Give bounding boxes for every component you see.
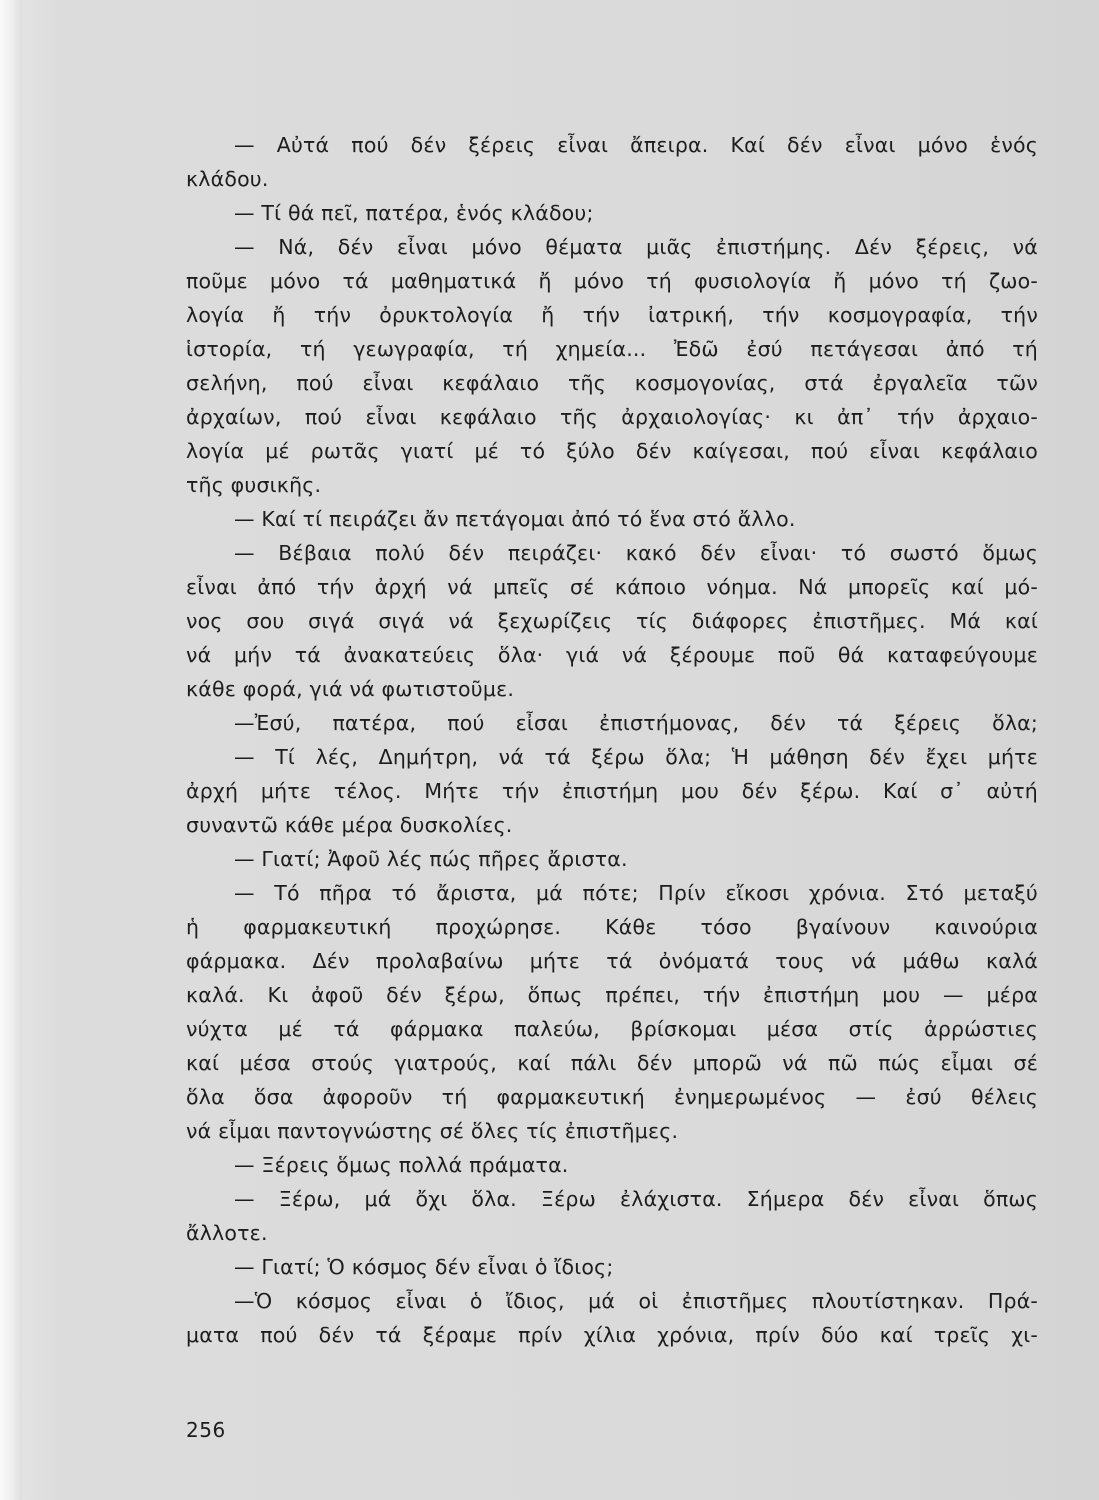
text-line: λογία ἤ τήν ὀρυκτολογία ἤ τήν ἰατρική, τήν κοσμογραφία, τήν <box>186 303 1038 327</box>
text-line: νά εἶμαι παντογνώστης σέ ὅλες τίς ἐπιστῆμες. <box>186 1119 679 1143</box>
text-line: νά μήν τά ἀνακατεύεις ὅλα· γιά νά ξέρουμε ποῦ θά καταφεύγουμε <box>186 643 1038 667</box>
text-line: — Τί θά πεῖ, πατέρα, ἑνός κλάδου; <box>234 201 594 225</box>
text-line: τῆς φυσικῆς. <box>186 473 322 497</box>
text-line: ποῦμε μόνο τά μαθηματικά ἤ μόνο τή φυσιολογία ἤ μόνο τή ζωο- <box>186 269 1038 293</box>
text-line: σελήνη, πού εἶναι κεφάλαιο τῆς κοσμογονίας, στά ἐργαλεῖα τῶν <box>186 371 1038 395</box>
page-binding-edge <box>0 0 22 1500</box>
text-line: ἱστορία, τή γεωγραφία, τή χημεία... Ἐδῶ ἐσύ πετάγεσαι ἀπό τή <box>186 337 1038 361</box>
text-line: συναντῶ κάθε μέρα δυσκολίες. <box>186 813 513 837</box>
page-number: 256 <box>186 1418 226 1442</box>
text-line: καλά. Κι ἀφοῦ δέν ξέρω, ὅπως πρέπει, τήν ἐπιστήμη μου — μέρα <box>186 983 1038 1007</box>
text-line: — Τί λές, Δημήτρη, νά τά ξέρω ὅλα; Ἡ μάθηση δέν ἔχει μήτε <box>234 745 1038 769</box>
body-text <box>186 128 1038 1352</box>
text-line: φάρμακα. Δέν προλαβαίνω μήτε τά ὀνόματά τους νά μάθω καλά <box>186 949 1038 973</box>
text-line: — Γιατί; Ἀφοῦ λές πώς πῆρες ἄριστα. <box>234 847 628 871</box>
text-line: κλάδου. <box>186 167 269 191</box>
text-line: κάθε φορά, γιά νά φωτιστοῦμε. <box>186 677 515 701</box>
text-line: —Ὁ κόσμος εἶναι ὁ ἴδιος, μά οἱ ἐπιστῆμες πλουτίστηκαν. Πρά- <box>234 1289 1038 1313</box>
text-line: εἶναι ἀπό τήν ἀρχή νά μπεῖς σέ κάποιο νόημα. Νά μπορεῖς καί μό- <box>186 575 1038 599</box>
text-line: καί μέσα στούς γιατρούς, καί πάλι δέν μπορῶ νά πῶ πώς εἶμαι σέ <box>186 1051 1038 1075</box>
text-line: — Βέβαια πολύ δέν πειράζει· κακό δέν εἶναι· τό σωστό ὅμως <box>234 541 1038 565</box>
text-line: ματα πού δέν τά ξέραμε πρίν χίλια χρόνια, πρίν δύο καί τρεῖς χι- <box>186 1323 1038 1347</box>
text-line: ἡ φαρμακευτική προχώρησε. Κάθε τόσο βγαίνουν καινούρια <box>186 915 1038 939</box>
text-line: ἀρχαίων, πού εἶναι κεφάλαιο τῆς ἀρχαιολογίας· κι ἀπ᾽ τήν ἀρχαιο- <box>186 405 1038 429</box>
text-line: ἀρχή μήτε τέλος. Μήτε τήν ἐπιστήμη μου δέν ξέρω. Καί σ᾽ αὐτή <box>186 779 1038 803</box>
text-line: — Ξέρω, μά ὄχι ὅλα. Ξέρω ἐλάχιστα. Σήμερα δέν εἶναι ὅπως <box>234 1187 1038 1211</box>
text-line: — Ξέρεις ὅμως πολλά πράματα. <box>234 1153 569 1177</box>
text-line: — Καί τί πειράζει ἄν πετάγομαι ἀπό τό ἕνα στό ἄλλο. <box>234 507 796 531</box>
text-line: — Γιατί; Ὁ κόσμος δέν εἶναι ὁ ἴδιος; <box>234 1255 614 1279</box>
text-line: ἄλλοτε. <box>186 1221 268 1245</box>
text-line: —Ἐσύ, πατέρα, πού εἶσαι ἐπιστήμονας, δέν τά ξέρεις ὅλα; <box>234 711 1038 735</box>
text-line: ὅλα ὅσα ἀφοροῦν τή φαρμακευτική ἐνημερωμένος — ἐσύ θέλεις <box>186 1085 1038 1109</box>
text-line: — Αὐτά πού δέν ξέρεις εἶναι ἄπειρα. Καί δέν εἶναι μόνο ἑνός <box>234 133 1038 157</box>
text-line: νος σου σιγά σιγά νά ξεχωρίζεις τίς διάφορες ἐπιστῆμες. Μά καί <box>186 609 1038 633</box>
text-line: νύχτα μέ τά φάρμακα παλεύω, βρίσκομαι μέσα στίς ἀρρώστιες <box>186 1017 1038 1041</box>
text-line: λογία μέ ρωτᾶς γιατί μέ τό ξύλο δέν καίγεσαι, πού εἶναι κεφάλαιο <box>186 439 1038 463</box>
text-line: — Τό πῆρα τό ἄριστα, μά πότε; Πρίν εἴκοσι χρόνια. Στό μεταξύ <box>234 881 1038 905</box>
text-line: — Νά, δέν εἶναι μόνο θέματα μιᾶς ἐπιστήμης. Δέν ξέρεις, νά <box>234 235 1038 259</box>
